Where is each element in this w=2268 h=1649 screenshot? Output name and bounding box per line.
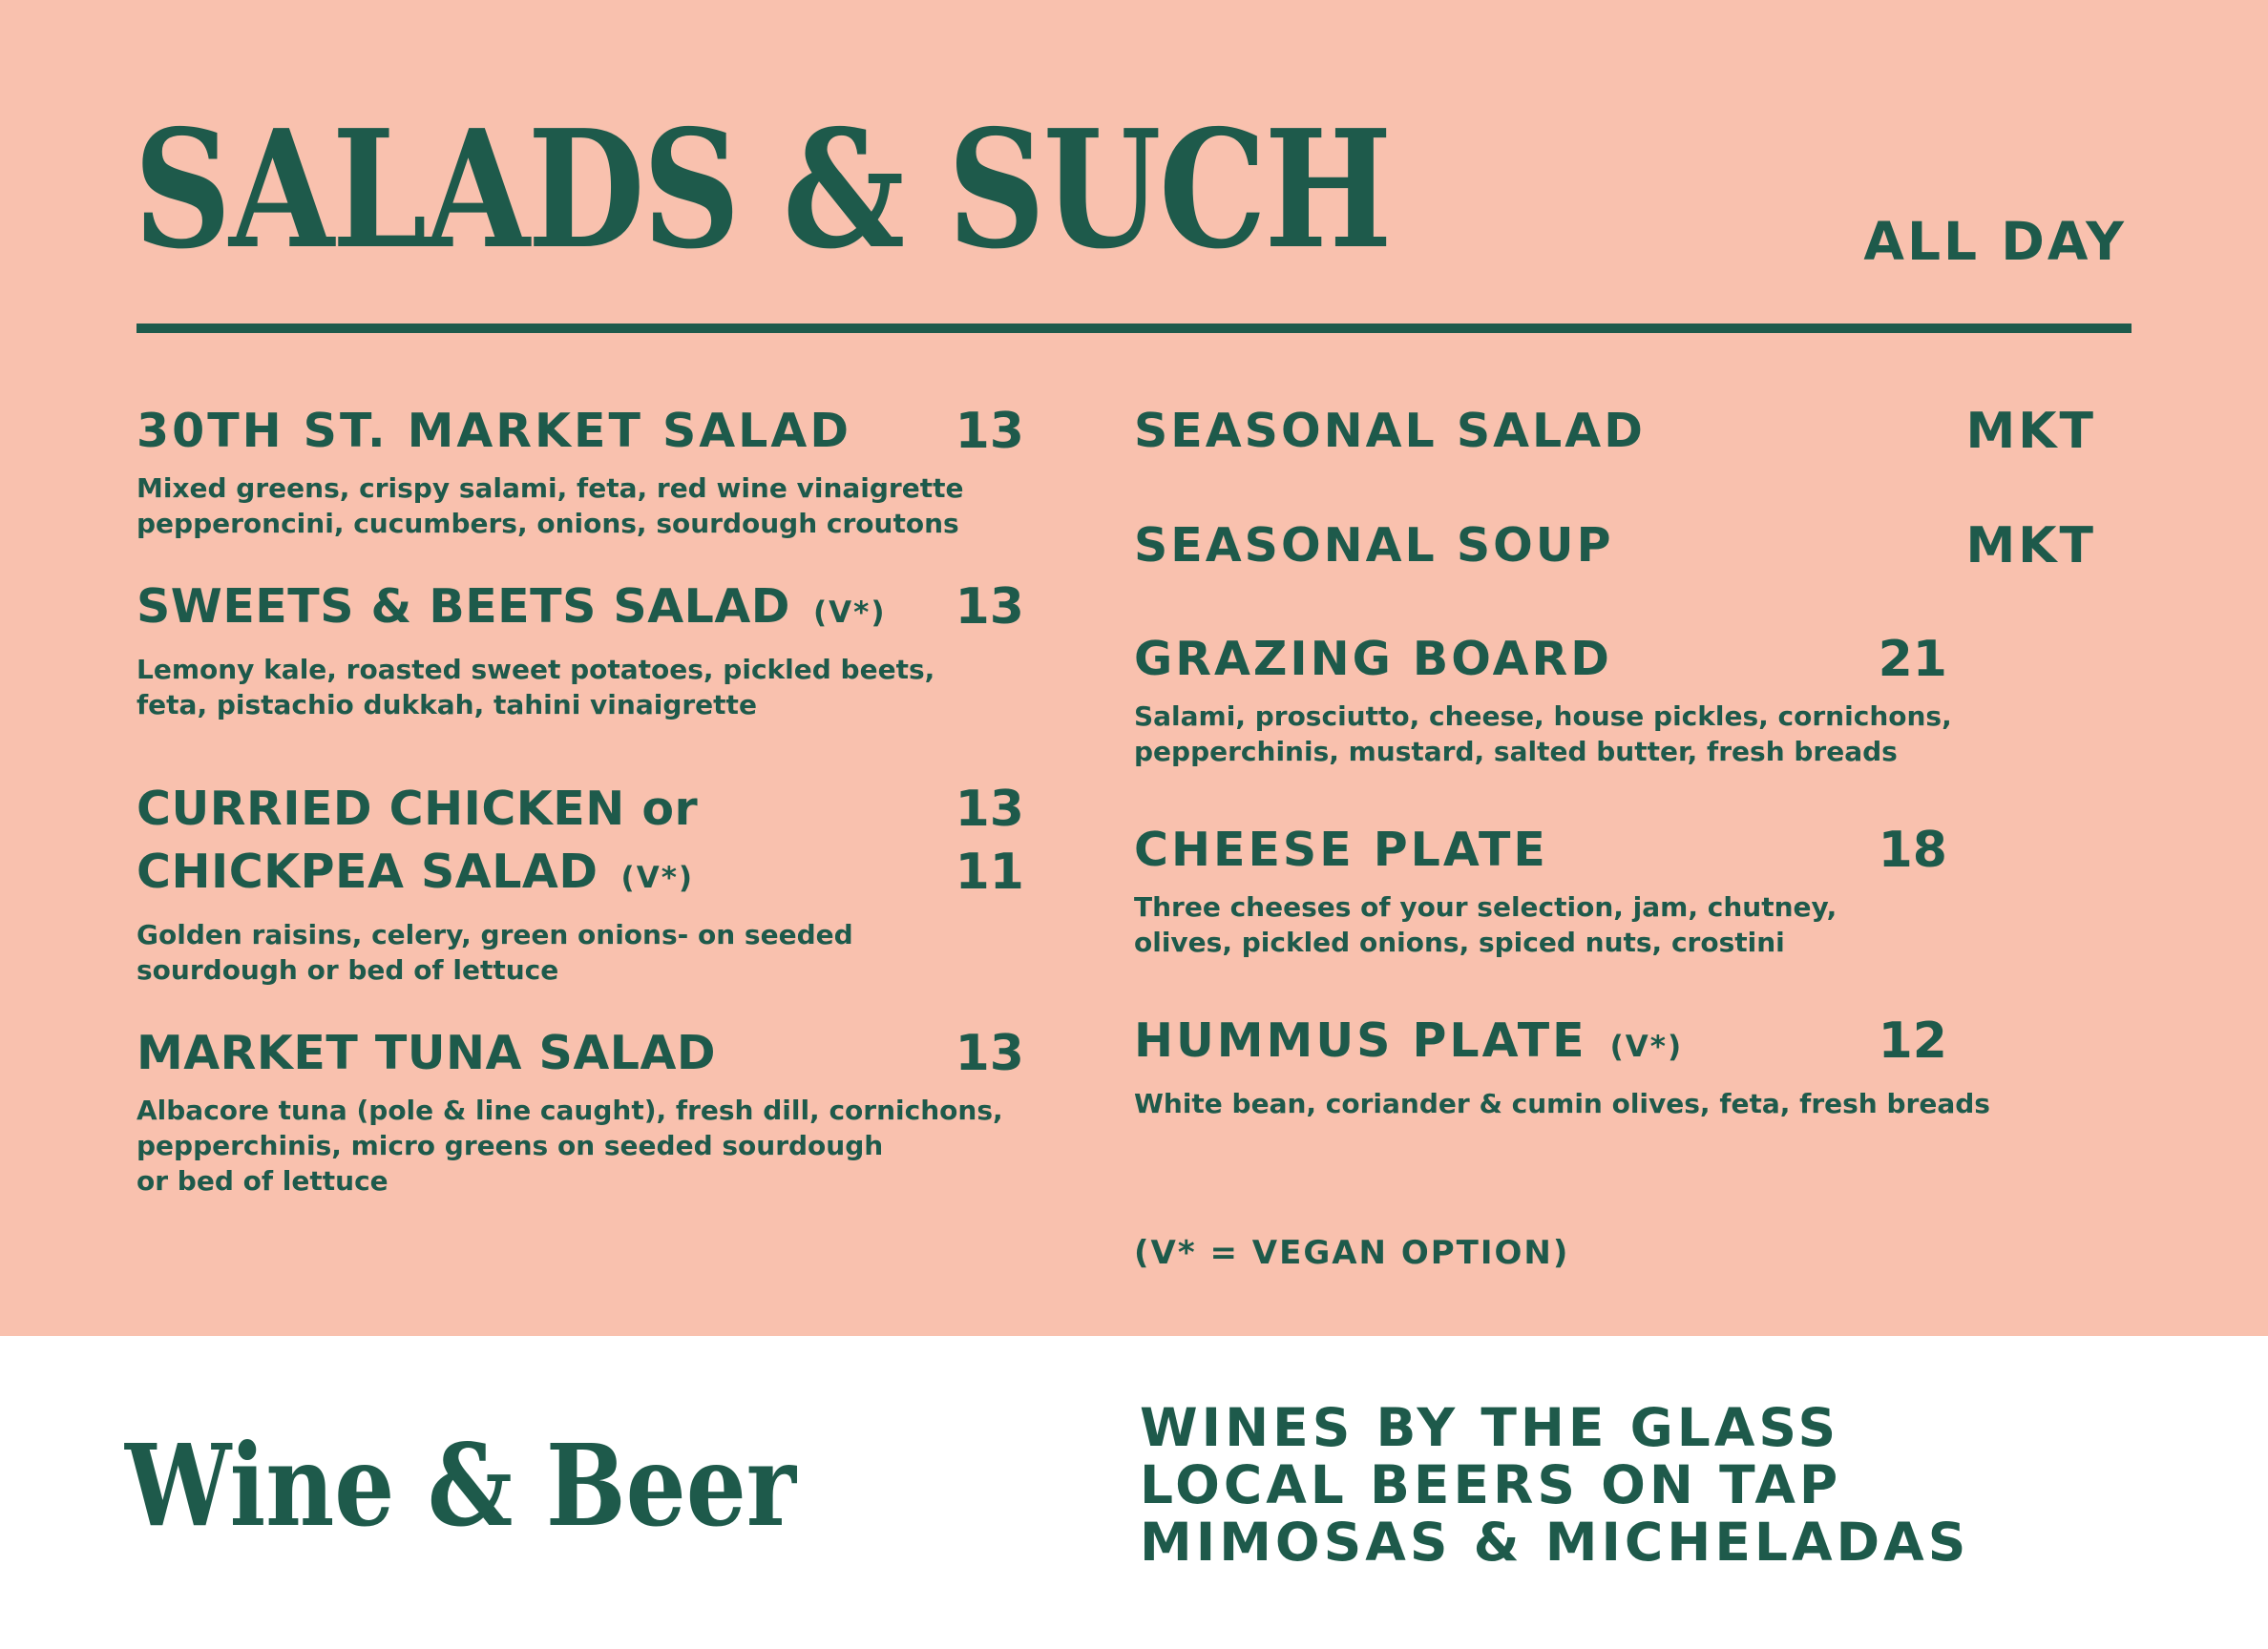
menu-item-seasonal-soup bbox=[1134, 514, 2132, 577]
wine-beer-title: Wine & Beer bbox=[125, 1419, 796, 1552]
item-price: 18 bbox=[1878, 822, 1947, 879]
item-price-chickpea: 11 bbox=[955, 844, 1024, 901]
title-divider bbox=[136, 324, 2132, 333]
item-description: Golden raisins, celery, green onions- on seeded sourdough or bed of lettuce bbox=[136, 919, 853, 986]
item-description: White bean, coriander & cumin olives, feta, fresh breads bbox=[1134, 1088, 1990, 1119]
item-description: Mixed greens, crispy salami, feta, red wine vinaigrette pepperoncini, cucumbers, onions, sourdough croutons bbox=[136, 472, 964, 539]
item-description: Lemony kale, roasted sweet potatoes, pickled beets, feta, pistachio dukkah, tahini vinaigrette bbox=[136, 654, 935, 720]
item-price-chicken: 13 bbox=[955, 781, 1024, 838]
menu-subtitle: ALL DAY bbox=[1863, 211, 2127, 272]
item-price: MKT bbox=[1965, 517, 2096, 574]
menu-item-hummus-plate bbox=[1134, 1010, 2132, 1121]
item-description: Three cheeses of your selection, jam, chutney, olives, pickled onions, spiced nuts, crostini bbox=[1134, 891, 1838, 958]
menu-item-seasonal-salad bbox=[1134, 400, 2132, 463]
menu-item-curried-chicken-chickpea-salad bbox=[136, 778, 1024, 988]
item-price: 21 bbox=[1878, 631, 1947, 688]
item-name: MARKET TUNA SALAD bbox=[136, 1026, 717, 1080]
right-menu-column bbox=[1134, 400, 2132, 1121]
item-price: 13 bbox=[955, 578, 1024, 636]
vegan-tag: (V*) bbox=[812, 595, 887, 630]
item-price: 12 bbox=[1878, 1012, 1947, 1070]
menu-item-sweets-beets-salad bbox=[136, 575, 1024, 722]
item-name-text: SWEETS & BEETS SALAD bbox=[136, 579, 790, 634]
item-name bbox=[136, 575, 1024, 644]
menu-item-cheese-plate bbox=[1134, 819, 2132, 960]
menu-item-grazing-board bbox=[1134, 628, 2132, 769]
drinks-list bbox=[1140, 1399, 1969, 1571]
menu-title: SALADS & SUCH bbox=[134, 94, 1391, 285]
left-menu-column bbox=[136, 400, 1024, 1199]
item-name: 30TH ST. MARKET SALAD bbox=[136, 404, 851, 458]
item-price: 13 bbox=[955, 1025, 1024, 1082]
drinks-list-item: MIMOSAS & MICHELADAS bbox=[1140, 1512, 1970, 1573]
item-description: Salami, prosciutto, cheese, house pickles, cornichons, pepperchinis, mustard, salted butter, fresh breads bbox=[1134, 700, 1952, 767]
item-name: CHEESE PLATE bbox=[1134, 823, 1548, 877]
item-name-line1: CURRIED CHICKEN or bbox=[136, 782, 699, 836]
item-name: GRAZING BOARD bbox=[1134, 632, 1612, 686]
menu-item-30th-st-market-salad bbox=[136, 400, 1024, 541]
item-name bbox=[1134, 1010, 2132, 1078]
item-name-text: CHICKPEA SALAD bbox=[136, 845, 598, 899]
item-description: Albacore tuna (pole & line caught), fresh dill, cornichons, pepperchinis, micro greens on seeded sourdough or bed of lettuce bbox=[136, 1095, 1003, 1197]
item-price: MKT bbox=[1965, 403, 2096, 460]
item-price: 13 bbox=[955, 403, 1024, 460]
item-name: SEASONAL SALAD bbox=[1134, 404, 1646, 458]
vegan-tag: (V*) bbox=[620, 861, 695, 895]
menu-item-market-tuna-salad bbox=[136, 1022, 1024, 1199]
item-name-text: HUMMUS PLATE bbox=[1134, 1013, 1587, 1068]
drinks-list-item: WINES BY THE GLASS bbox=[1140, 1397, 1840, 1458]
item-name-line2 bbox=[136, 841, 1024, 909]
vegan-option-note: (V* = VEGAN OPTION) bbox=[1134, 1234, 1570, 1272]
drinks-list-item: LOCAL BEERS ON TAP bbox=[1140, 1454, 1842, 1515]
vegan-tag: (V*) bbox=[1609, 1030, 1684, 1064]
item-name: SEASONAL SOUP bbox=[1134, 518, 1614, 573]
